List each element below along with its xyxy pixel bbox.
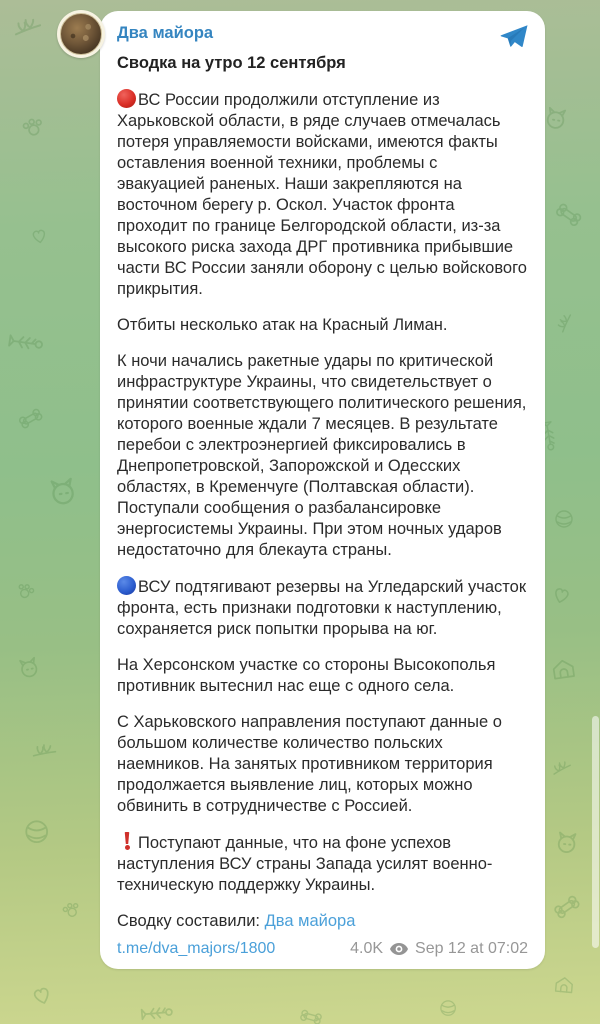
- paragraph-text: На Херсонском участке со стороны Высокополья противник вытеснил нас еще с одного села.: [117, 656, 496, 695]
- paragraph-text: ВС России продолжили отступление из Харьковской области, в ряде случаев отмечалась потеря управляемости войсками, имеются факты оставления военной техники, проблемы с эвакуацией раненых. Наши закрепляются на восточном берегу р. Оскол. Участок фронта проходит по границе Белгородской области, из-за высокого риска захода ДРГ противника прибывшие части ВС России заняли оборону с целью войскового прикрытия.: [117, 91, 527, 298]
- red-circle-emoji: [117, 89, 136, 108]
- channel-name-link[interactable]: Два майора: [117, 24, 214, 42]
- eye-icon: [390, 943, 408, 955]
- post-title: Сводка на утро 12 сентября: [117, 54, 346, 72]
- paragraph-7: [117, 832, 528, 896]
- red-exclamation-icon: [121, 832, 133, 851]
- views-count: 4.0K: [350, 940, 384, 957]
- credits-channel-link[interactable]: Два майора: [264, 912, 356, 930]
- two-majors-emblem-icon: [60, 13, 102, 55]
- blue-circle-emoji: [117, 576, 136, 595]
- post-meta: [350, 938, 528, 959]
- message-footer: [117, 938, 528, 959]
- paragraph-text: ВСУ подтягивают резервы на Угледарский участок фронта, есть признаки подготовки к наступлению, сохраняется риск попытки прорыва на юг.: [117, 578, 527, 638]
- post-link[interactable]: t.me/dva_majors/1800: [117, 940, 276, 957]
- paragraph-text: С Харьковского направления поступают данные о большом количестве количество польских наемников. На занятых противником территория продолжается выявление лиц, которых можно обвинить в сотрудничестве с Россией.: [117, 713, 502, 815]
- paragraph-5: [117, 655, 528, 697]
- paragraph-2: [117, 315, 528, 336]
- paragraph-text: Отбиты несколько атак на Красный Лиман.: [117, 316, 448, 334]
- paragraph-text: Поступают данные, что на фоне успехов наступления ВСУ страны Запада усилят военно-техническую поддержку Украины.: [117, 834, 493, 894]
- scrollbar-thumb[interactable]: [592, 716, 599, 948]
- channel-avatar[interactable]: [57, 10, 105, 58]
- credits-label: Сводку составили:: [117, 912, 260, 930]
- paragraph-3: [117, 351, 528, 561]
- paragraph-6: [117, 712, 528, 817]
- telegram-plane-icon[interactable]: [500, 24, 528, 48]
- paragraph-text: К ночи начались ракетные удары по критической инфраструктуре Украины, что свидетельствует о принятии соответствующего политического решения, которого военные ждали 7 месяцев. В результате перебои с электроэнергией фиксировались в Днепропетровской, Запорожской и Одесских областях, в Кременчуге (Полтавская области). Поступали сообщения о разбалансировке энергосистемы Украины. При этом ночных ударов недостаточно для блекаута страны.: [117, 352, 527, 559]
- credits-line: [117, 911, 528, 932]
- post-date: Sep 12 at 07:02: [415, 940, 528, 957]
- message-header: [117, 23, 528, 48]
- message-bubble: [100, 11, 545, 969]
- paragraph-4: [117, 576, 528, 640]
- paragraph-1: [117, 89, 528, 300]
